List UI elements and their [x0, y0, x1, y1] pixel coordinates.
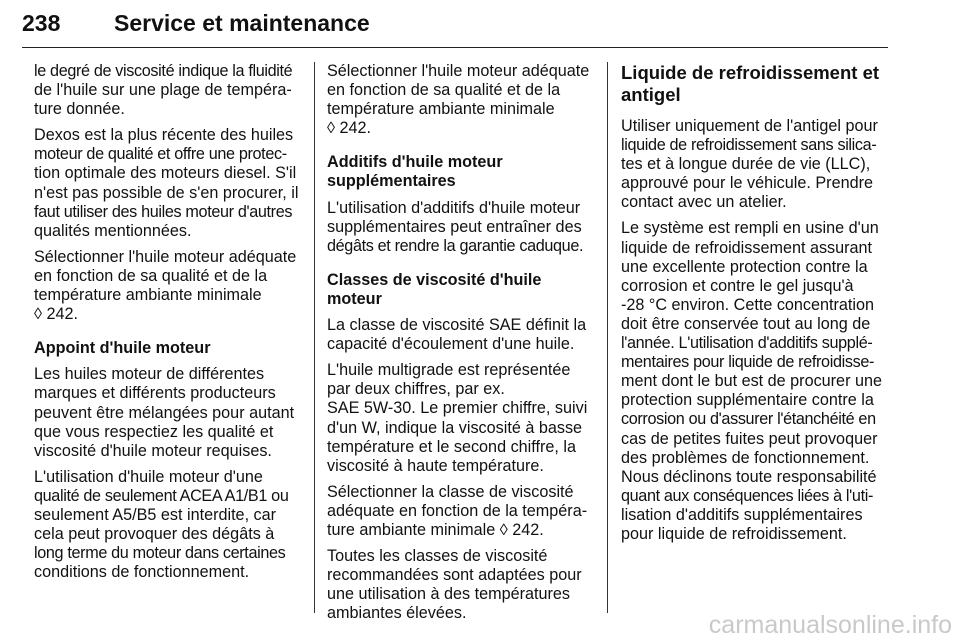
text-line: seulement A5/B5 est interdite, car: [34, 505, 277, 524]
text-line: Sélectionner la classe de viscosité: [327, 482, 574, 501]
text-line: d'un W, indique la viscosité à basse: [327, 418, 583, 437]
text-line: antigel: [621, 84, 681, 105]
text-line: tes et à longue durée de vie (LLC),: [621, 155, 871, 174]
text-line: cas de petites fuites peut provoquer: [621, 429, 878, 448]
text-line: ture donnée.: [34, 100, 125, 119]
text-line: Les huiles moteur de différentes: [34, 365, 265, 384]
text-line: température ambiante minimale: [34, 286, 262, 305]
text-line: Sélectionner l'huile moteur adéquate: [34, 247, 297, 266]
text-line: Le système est rempli en usine d'un: [621, 219, 879, 238]
text-line: doit être conservée tout au long de: [621, 314, 871, 333]
subheading-appoint: Appoint d'huile moteur: [34, 339, 211, 358]
text-line: conditions de fonctionnement.: [34, 563, 250, 582]
paragraph: [34, 62, 299, 119]
paragraph: [34, 248, 299, 324]
text-line: adéquate en fonction de la tempéra-: [327, 501, 588, 520]
text-line: faut utiliser des huiles moteur d'autres: [34, 202, 293, 221]
text-line: contact avec un atelier.: [621, 193, 787, 212]
column-divider-1: [314, 62, 315, 613]
paragraph: [327, 62, 592, 138]
text-line: ture ambiante minimale ◊ 242.: [327, 520, 544, 539]
text-line: corrosion ou d'assurer l'étanchéité en: [621, 410, 876, 429]
page-header: [22, 6, 888, 46]
page-reference-link[interactable]: ◊ 242.: [34, 305, 79, 324]
column-3: [621, 62, 889, 551]
text-line: quant aux conséquences liées à l'uti-: [621, 486, 874, 505]
text-line: viscosité à haute température.: [327, 456, 544, 475]
text-line: Dexos est la plus récente des huiles: [34, 126, 294, 145]
text-line: viscosité d'huile moteur requises.: [34, 441, 272, 460]
page-reference-link[interactable]: ◊ 242.: [327, 119, 372, 138]
watermark: carmanualsonline.info: [708, 611, 952, 639]
text-line: liquide de refroidissement sans silica-: [621, 136, 877, 155]
text-line: tion optimale des moteurs diesel. S'il: [34, 164, 297, 183]
text-line: l'année. L'utilisation d'additifs supplé-: [621, 334, 873, 353]
text-line: ambiantes élevées.: [327, 604, 467, 623]
column-2: [327, 62, 592, 630]
text-line: liquide de refroidissement assurant: [621, 238, 873, 257]
column-1: [34, 62, 299, 589]
text-line: approuvé pour le véhicule. Prendre: [621, 174, 873, 193]
text-line: Nous déclinons toute responsabilité: [621, 467, 877, 486]
text-line: L'utilisation d'additifs d'huile moteur: [327, 198, 581, 217]
text-line: marques et différents producteurs: [34, 384, 276, 403]
paragraph: [327, 316, 592, 354]
paragraph: [327, 361, 592, 476]
section-heading: [621, 62, 889, 106]
text-line: une utilisation à des températures: [327, 585, 570, 604]
text-line: SAE 5W-30. Le premier chiffre, suivi: [327, 399, 588, 418]
text-line: L'huile multigrade est représentée: [327, 361, 571, 380]
subheading-classes: Classes de viscosité d'huile moteur: [327, 270, 542, 308]
text-line: moteur de qualité et offre une protec-: [34, 145, 287, 164]
text-line: n'est pas possible de s'en procurer, il: [34, 183, 299, 202]
paragraph: [621, 219, 889, 544]
text-line: supplémentaires: [327, 172, 456, 191]
text-line: supplémentaires peut entraîner des: [327, 217, 582, 236]
subheading-additifs: [327, 153, 592, 191]
page-number: 238: [22, 10, 61, 36]
text-line: Liquide de refroidissement et: [621, 62, 880, 83]
text-line: Sélectionner l'huile moteur adéquate: [327, 62, 590, 80]
text-line: pour liquide de refroidissement.: [621, 524, 847, 543]
text-line: corrosion et contre le gel jusqu'à: [621, 276, 854, 295]
text-line: cela peut provoquer des dégâts à: [34, 525, 275, 544]
text-line: des problèmes de fonctionnement.: [621, 448, 870, 467]
text-line: de l'huile sur une plage de tempéra-: [34, 81, 292, 100]
text-line: mentaires pour liquide de refroidisse-: [621, 353, 875, 372]
text-line: recommandées sont adaptées pour: [327, 566, 582, 585]
text-line: par deux chiffres, par ex.: [327, 380, 505, 399]
page-title: Service et maintenance: [114, 10, 370, 36]
paragraph: [34, 126, 299, 241]
text-line: La classe de viscosité SAE définit la: [327, 316, 587, 335]
text-line: qualités mentionnées.: [34, 221, 192, 240]
text-line: température et le second chiffre, la: [327, 437, 576, 456]
text-line: une excellente protection contre la: [621, 257, 868, 276]
paragraph: [327, 199, 592, 256]
text-line: lisation d'additifs supplémentaires: [621, 505, 863, 524]
text-line: qualité de seulement ACEA A1/B1 ou: [34, 486, 289, 505]
column-divider-2: [607, 62, 608, 613]
paragraph: [34, 468, 299, 583]
text-line: que vous respectiez les qualité et: [34, 422, 274, 441]
text-line: en fonction de sa qualité et de la: [34, 266, 268, 285]
text-line: long terme du moteur dans certaines: [34, 544, 286, 563]
text-line: Additifs d'huile moteur: [327, 153, 503, 172]
text-line: capacité d'écoulement d'une huile.: [327, 335, 575, 354]
text-line: peuvent être mélangées pour autant: [34, 403, 295, 422]
text-line: ment dont le but est de procurer une: [621, 372, 882, 391]
text-line: protection supplémentaire contre la: [621, 391, 874, 410]
text-line: Utiliser uniquement de l'antigel pour: [621, 117, 878, 135]
paragraph: [34, 365, 299, 460]
text-line: le degré de viscosité indique la fluidité: [34, 62, 293, 80]
text-line: L'utilisation d'huile moteur d'une: [34, 467, 263, 486]
paragraph: [621, 117, 889, 212]
text-line: -28 °C environ. Cette concentration: [621, 295, 875, 314]
text-line: dégâts et rendre la garantie caduque.: [327, 236, 584, 255]
paragraph: [327, 483, 592, 540]
text-line: température ambiante minimale: [327, 100, 555, 119]
text-line: en fonction de sa qualité et de la: [327, 81, 561, 100]
paragraph: [327, 547, 592, 623]
text-line: Toutes les classes de viscosité: [327, 547, 548, 566]
header-rule: [22, 47, 888, 48]
